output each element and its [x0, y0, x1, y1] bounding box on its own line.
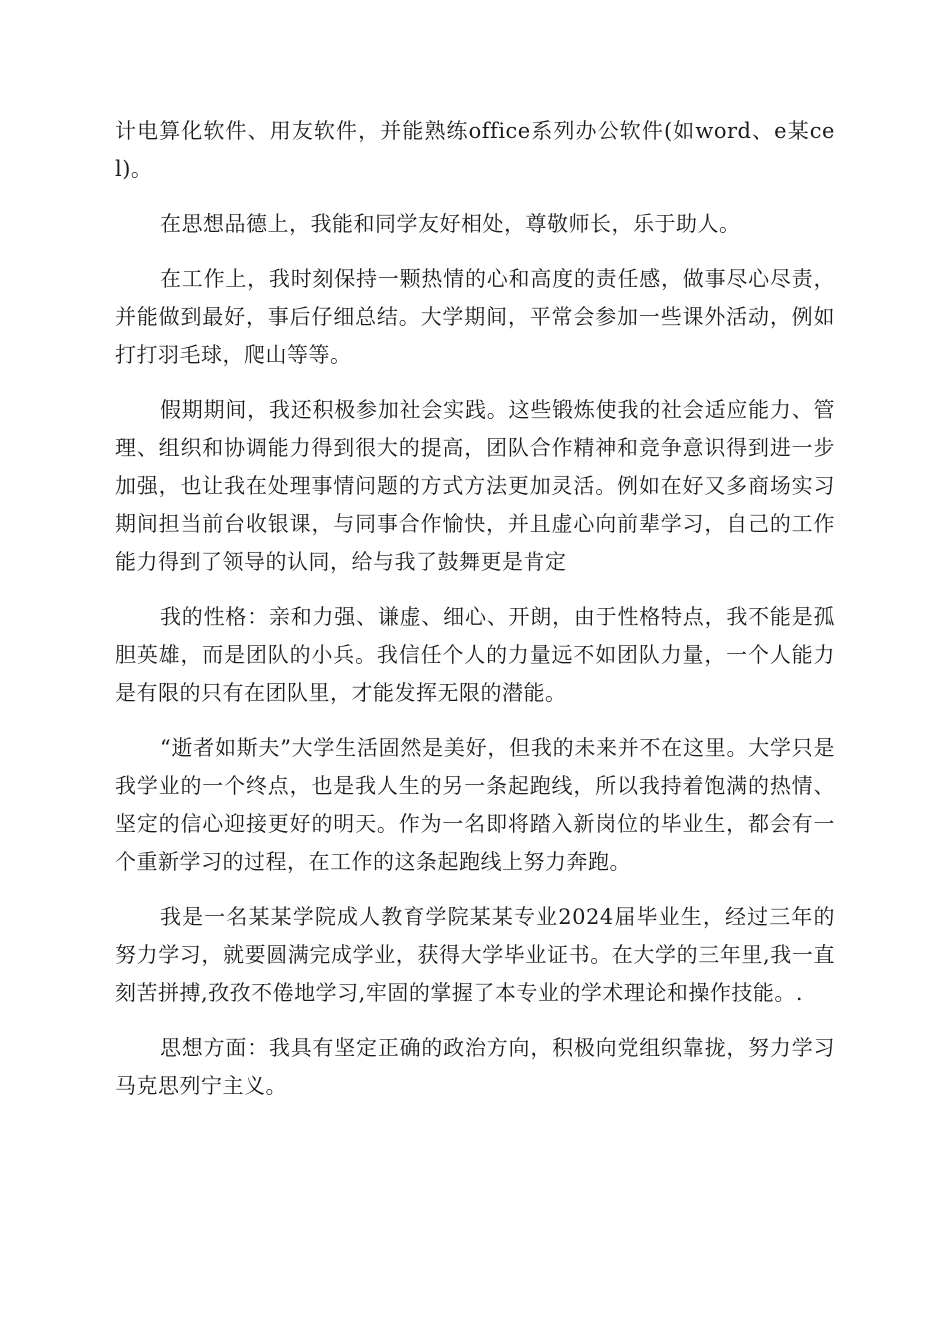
paragraph-work-attitude: 在工作上，我时刻保持一颗热情的心和高度的责任感，做事尽心尽责，并能做到最好，事后仔细总结。大学期间，平常会参加一些课外活动，例如打打羽毛球，爬山等等。 — [115, 267, 835, 367]
document-page — [115, 112, 835, 1122]
paragraph-personality: 我的性格：亲和力强、谦虚、细心、开朗，由于性格特点，我不能是孤胆英雄，而是团队的小兵。我信任个人的力量远不如团队力量，一个人能力是有限的只有在团队里，才能发挥无限的潜能。 — [115, 605, 835, 705]
paragraph-software-skills: 计电算化软件、用友软件，并能熟练office系列办公软件(如word、e某cel)。 — [115, 119, 835, 181]
paragraph-social-practice: 假期期间，我还积极参加社会实践。这些锻炼使我的社会适应能力、管理、组织和协调能力得到很大的提高，团队合作精神和竞争意识得到进一步加强，也让我在处理事情问题的方式方法更加灵活。例如在好又多商场实习期间担当前台收银课，与同事合作愉快，并且虚心向前辈学习，自己的工作能力得到了领导的认同，给与我了鼓舞更是肯定 — [115, 398, 835, 574]
paragraph-future-outlook: “逝者如斯夫”大学生活固然是美好，但我的未来并不在这里。大学只是我学业的一个终点，也是我人生的另一条起跑线，所以我持着饱满的热情、坚定的信心迎接更好的明天。作为一名即将踏入新岗位的毕业生，都会有一个重新学习的过程，在工作的这条起跑线上努力奔跑。 — [115, 736, 835, 874]
paragraph-moral-character: 在思想品德上，我能和同学友好相处，尊敬师长，乐于助人。 — [160, 212, 741, 236]
paragraph-ideology: 思想方面：我具有坚定正确的政治方向，积极向党组织靠拢，努力学习马克思列宁主义。 — [115, 1036, 835, 1098]
paragraph-graduate-intro: 我是一名某某学院成人教育学院某某专业2024届毕业生，经过三年的努力学习，就要圆满完成学业，获得大学毕业证书。在大学的三年里,我一直刻苦拼搏,孜孜不倦地学习,牢固的掌握了本专业的学术理论和操作技能。. — [115, 905, 835, 1005]
